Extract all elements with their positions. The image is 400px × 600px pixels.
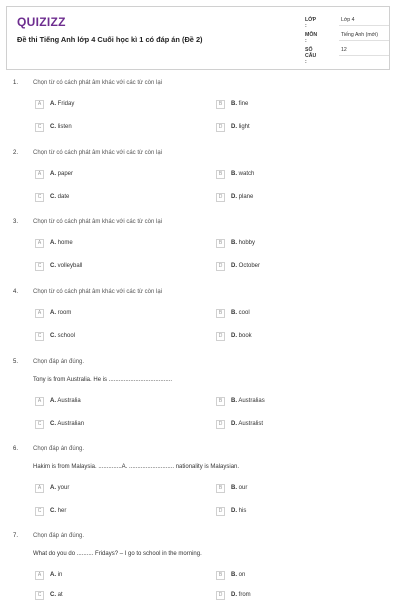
- question-prompt: Chọn từ có cách phát âm khác với các từ còn lại: [33, 80, 163, 86]
- option-text: home: [57, 240, 73, 246]
- option-box: C: [35, 507, 44, 516]
- option-text: listen: [57, 124, 72, 130]
- option-letter: B.: [231, 572, 237, 578]
- option-box: A: [35, 484, 44, 493]
- option-letter: C.: [50, 194, 56, 200]
- option-text: on: [238, 572, 246, 578]
- option-box: D: [216, 591, 225, 600]
- question-number: 1.: [13, 80, 19, 86]
- option-box: C: [35, 193, 44, 202]
- option-box: D: [216, 262, 225, 271]
- meta-underline: [339, 40, 389, 41]
- option-letter: B.: [231, 101, 237, 107]
- question-prompt: Chọn từ có cách phát âm khác với các từ còn lại: [33, 219, 163, 225]
- question-number: 6.: [13, 446, 19, 452]
- option-box: C: [35, 262, 44, 271]
- meta-count-value: 12: [341, 47, 347, 53]
- question-sentence: Tony is from Australia. He is ......................................: [33, 377, 173, 383]
- meta-class-label: LỚP :: [305, 17, 316, 29]
- meta-class-value: Lớp 4: [341, 17, 355, 23]
- question-number: 2.: [13, 150, 19, 156]
- option-letter: B.: [231, 171, 237, 177]
- option-box: D: [216, 420, 225, 429]
- option-box: A: [35, 239, 44, 248]
- option-letter: A.: [50, 398, 56, 404]
- option-letter: D.: [231, 421, 237, 427]
- question-sentence: Hakim is from Malaysia. ..............A. ........................... nationality is Malaysian.: [33, 464, 240, 470]
- option-text: school: [57, 333, 76, 339]
- option-box: D: [216, 123, 225, 132]
- option-text: October: [238, 263, 261, 269]
- option-letter: A.: [50, 485, 56, 491]
- option-box: B: [216, 397, 225, 406]
- option-box: C: [35, 420, 44, 429]
- option-text: hobby: [238, 240, 256, 246]
- option-letter: D.: [231, 194, 237, 200]
- option-box: A: [35, 571, 44, 580]
- question-prompt: Chọn từ có cách phát âm khác với các từ còn lại: [33, 289, 163, 295]
- question-number: 4.: [13, 289, 19, 295]
- option-text: plane: [238, 194, 254, 200]
- option-text: watch: [238, 171, 255, 177]
- option-text: paper: [57, 171, 74, 177]
- meta-subject-label: MÔN :: [305, 32, 318, 44]
- option-text: our: [238, 485, 248, 491]
- option-text: Australist: [238, 421, 264, 427]
- option-letter: B.: [231, 398, 237, 404]
- option-letter: B.: [231, 310, 237, 316]
- worksheet-title: Đề thi Tiếng Anh lớp 4 Cuối học kì 1 có đáp án (Đề 2): [17, 35, 203, 44]
- option-text: Australias: [238, 398, 265, 404]
- question-number: 3.: [13, 219, 19, 225]
- option-box: C: [35, 591, 44, 600]
- option-box: D: [216, 507, 225, 516]
- option-letter: A.: [50, 171, 56, 177]
- option-letter: D.: [231, 124, 237, 130]
- option-letter: B.: [231, 485, 237, 491]
- option-text: room: [57, 310, 72, 316]
- option-text: Australian: [57, 421, 85, 427]
- option-text: book: [238, 333, 252, 339]
- option-box: D: [216, 332, 225, 341]
- question-prompt: Chọn đáp án đúng.: [33, 359, 85, 365]
- question-number: 5.: [13, 359, 19, 365]
- option-text: her: [57, 508, 67, 514]
- question-sentence: What do you do .......... Fridays? – I go to school in the morning.: [33, 551, 202, 557]
- quizizz-logo: QUIZIZZ: [17, 15, 66, 29]
- option-letter: B.: [231, 240, 237, 246]
- option-text: light: [238, 124, 250, 130]
- option-letter: A.: [50, 572, 56, 578]
- option-text: volleyball: [57, 263, 83, 269]
- option-letter: C.: [50, 263, 56, 269]
- option-box: B: [216, 571, 225, 580]
- option-letter: A.: [50, 310, 56, 316]
- option-box: A: [35, 100, 44, 109]
- option-letter: D.: [231, 508, 237, 514]
- option-box: B: [216, 100, 225, 109]
- question-prompt: Chọn đáp án đúng.: [33, 446, 85, 452]
- option-box: C: [35, 332, 44, 341]
- option-letter: A.: [50, 240, 56, 246]
- question-number: 7.: [13, 533, 19, 539]
- option-box: D: [216, 193, 225, 202]
- option-box: B: [216, 309, 225, 318]
- option-box: C: [35, 123, 44, 132]
- option-box: B: [216, 484, 225, 493]
- option-text: from: [238, 592, 251, 598]
- meta-subject-value: Tiếng Anh (mới): [341, 32, 378, 38]
- option-letter: C.: [50, 592, 56, 598]
- meta-underline: [339, 25, 389, 26]
- option-box: B: [216, 170, 225, 179]
- option-text: date: [57, 194, 70, 200]
- meta-underline: [339, 55, 389, 56]
- option-box: A: [35, 170, 44, 179]
- meta-count-label: SỐ CÂU :: [305, 47, 317, 65]
- question-prompt: Chọn từ có cách phát âm khác với các từ còn lại: [33, 150, 163, 156]
- option-text: at: [57, 592, 63, 598]
- option-box: B: [216, 239, 225, 248]
- option-text: in: [57, 572, 63, 578]
- option-letter: D.: [231, 263, 237, 269]
- option-letter: C.: [50, 508, 56, 514]
- option-box: A: [35, 397, 44, 406]
- worksheet-header: [6, 6, 390, 70]
- option-letter: A.: [50, 101, 56, 107]
- question-prompt: Chọn đáp án đúng.: [33, 533, 85, 539]
- option-letter: D.: [231, 592, 237, 598]
- option-text: fine: [238, 101, 249, 107]
- option-text: cool: [238, 310, 250, 316]
- option-text: your: [57, 485, 70, 491]
- option-box: A: [35, 309, 44, 318]
- option-letter: C.: [50, 333, 56, 339]
- option-text: Australia: [57, 398, 81, 404]
- option-letter: C.: [50, 124, 56, 130]
- option-text: Friday: [57, 101, 75, 107]
- option-letter: D.: [231, 333, 237, 339]
- option-text: his: [238, 508, 247, 514]
- option-letter: C.: [50, 421, 56, 427]
